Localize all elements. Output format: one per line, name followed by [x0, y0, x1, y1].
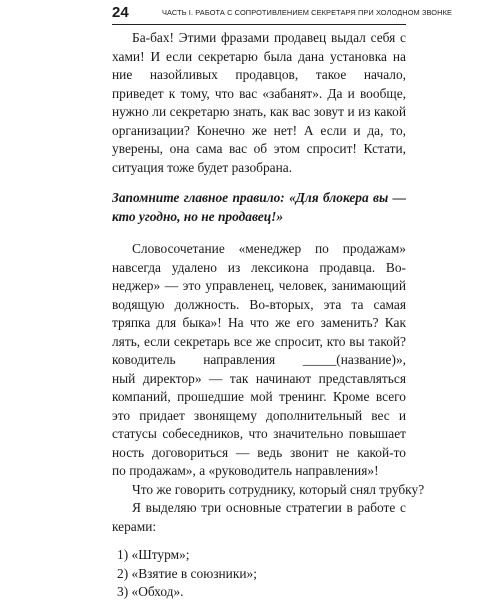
text-line: ный директор» — так начинают представляться	[112, 370, 406, 386]
list-item: 3) «Обход».	[117, 584, 184, 599]
text-line: Ба-бах! Этими фразами продавец выдал себя с	[132, 30, 406, 45]
text-line: Я выделяю три основные стратегии в работе с	[132, 500, 406, 515]
main-rule	[112, 189, 406, 226]
list-item: 1) «Штурм»;	[117, 547, 190, 562]
page-number: 24	[112, 4, 129, 21]
text-line: уверены, она сама вас об этом спросит! Кстати,	[112, 141, 406, 156]
text-line: это придает звонящему дополнительный вес и	[112, 407, 406, 423]
text-line: приведет к тому, что вас «забанят». Да и вообще,	[112, 85, 406, 101]
text-line: керами:	[112, 518, 157, 534]
running-title: ЧАСТЬ I. РАБОТА С СОПРОТИВЛЕНИЕМ СЕКРЕТАРЯ ПРИ ХОЛОДНОМ ЗВОНКЕ	[162, 8, 453, 17]
running-header	[112, 4, 453, 25]
text-line: нужно ли секретарю знать, как вас зовут и из какой	[112, 104, 406, 119]
list-item: 2) «Взятие в союзники»;	[117, 565, 257, 581]
body-text	[112, 29, 425, 602]
text-line: ность договориться — ведь звонит не какой-то	[112, 444, 406, 460]
text-line: ководитель направления _____(название)»,	[112, 352, 406, 367]
text-line: компаний, прошедшие мой тренинг. Кроме всего	[112, 389, 406, 404]
text-line: неджер» — это управленец, человек, занимающий	[112, 278, 406, 293]
text-line: статусы собеседников, что значительно повышает	[112, 426, 406, 441]
paragraph-4	[112, 499, 406, 536]
strategies-list	[112, 546, 406, 602]
text-line: ние назойливых продавцов, такое начало,	[112, 67, 406, 82]
text-line: хами! И если секретарю была дана установка на	[112, 48, 406, 64]
text-line: водящую должность. Во-вторых, эта та самая	[112, 296, 406, 312]
rule-line: кто угодно, но не продавец!»	[112, 208, 284, 224]
paragraph-3: Что же говорить сотруднику, который снял трубку?	[132, 481, 425, 497]
text-line: лять, если секретарь все же спросит, кто вы такой?	[112, 333, 406, 349]
text-line: навсегда удалено из лексикона продавца. Во-	[112, 259, 406, 275]
text-line: по продажам», а «руководитель направления»!	[112, 463, 379, 478]
rule-line: Запомните главное правило: «Для блокера вы —	[112, 190, 406, 205]
text-line: организации? Конечно же нет! А если и да, то,	[112, 122, 406, 138]
text-line: ситуация тоже будет разобрана.	[112, 159, 293, 175]
text-line: тряпка для быка»! На что же его заменить? Как	[112, 315, 406, 330]
paragraph-2	[112, 240, 406, 481]
paragraph-1	[112, 29, 406, 177]
text-line: Словосочетание «менеджер по продажам»	[132, 241, 406, 256]
